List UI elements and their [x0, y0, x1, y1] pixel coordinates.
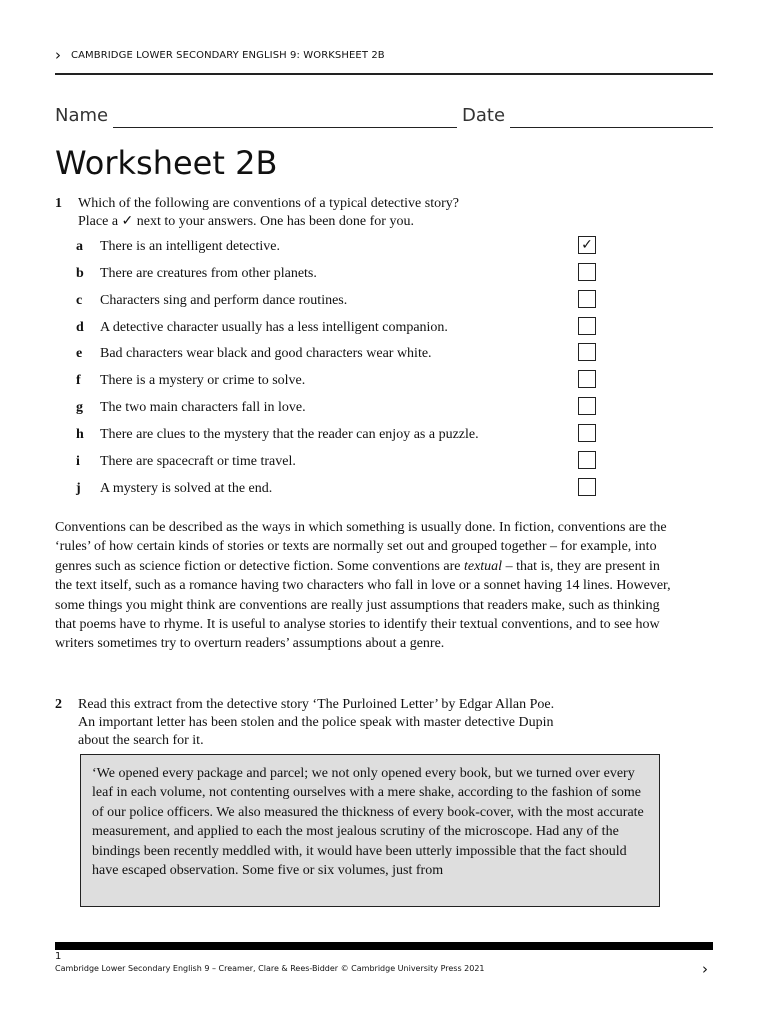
option-text: The two main characters fall in love.	[100, 400, 306, 415]
option-letter: c	[76, 293, 83, 308]
option-item	[76, 320, 636, 340]
page-number: 1	[55, 951, 62, 962]
option-letter: b	[76, 266, 84, 281]
question-1-line-1: Which of the following are conventions of a typical detective story?	[78, 196, 459, 211]
option-letter: j	[76, 481, 81, 496]
option-letter: a	[76, 239, 83, 254]
question-2-number: 2	[55, 697, 62, 712]
option-item	[76, 454, 636, 474]
question-2-line-1: Read this extract from the detective story ‘The Purloined Letter’ by Edgar Allan Poe.	[78, 697, 555, 712]
date-field[interactable]	[510, 127, 713, 128]
option-letter: g	[76, 400, 83, 415]
option-letter: f	[76, 373, 81, 388]
option-letter: d	[76, 320, 84, 335]
option-checkbox[interactable]	[578, 397, 596, 415]
option-item	[76, 481, 636, 501]
running-header	[55, 47, 713, 75]
option-checkbox[interactable]	[578, 290, 596, 308]
option-text: There are spacecraft or time travel.	[100, 454, 296, 469]
date-label: Date	[462, 105, 506, 126]
option-text: There are clues to the mystery that the reader can enjoy as a puzzle.	[100, 427, 479, 442]
option-letter: i	[76, 454, 80, 469]
option-letter: h	[76, 427, 84, 442]
option-checkbox[interactable]	[578, 451, 596, 469]
chevron-right-icon: ›	[55, 46, 61, 64]
option-checkbox[interactable]	[578, 424, 596, 442]
option-item	[76, 346, 636, 366]
question-1-prompt	[78, 195, 459, 231]
option-item	[76, 266, 636, 286]
option-text: A detective character usually has a less intelligent companion.	[100, 320, 448, 335]
footer-citation: Cambridge Lower Secondary English 9 – Creamer, Clare & Rees-Bidder © Cambridge University Press 2021	[55, 964, 485, 973]
header-text: CAMBRIDGE LOWER SECONDARY ENGLISH 9: WORKSHEET 2B	[71, 50, 385, 61]
question-1-number: 1	[55, 196, 62, 211]
option-checkbox[interactable]	[578, 263, 596, 281]
option-item	[76, 400, 636, 420]
option-letter: e	[76, 346, 83, 361]
paragraph-text-start: Conventions can be described as the ways in which something is usually done. In fiction, conventions are the ‘rules’ of how certain kinds of stories or texts are normally set out and grouped together – for example, into genres such as science fiction or detective fiction. Some conventions are	[55, 520, 667, 574]
option-checkbox[interactable]: ✓	[578, 236, 596, 254]
option-checkbox[interactable]	[578, 317, 596, 335]
option-text: Characters sing and perform dance routines.	[100, 293, 348, 308]
poe-extract-box: ‘We opened every package and parcel; we not only opened every book, but we turned over every leaf in each volume, not contenting ourselves with a mere shake, according to the fashion of some of our police officers. We also measured the thickness of every book-cover, with the most accurate measurement, and applied to each the most jealous scrutiny of the microscope. Had any of the bindings been recently meddled with, it would have been utterly impossible that the fact should have escaped observation. Some five or six volumes, just from	[80, 754, 660, 907]
option-text: Bad characters wear black and good characters wear white.	[100, 346, 432, 361]
option-item	[76, 427, 636, 447]
option-checkbox[interactable]	[578, 370, 596, 388]
option-item	[76, 293, 636, 313]
question-2-prompt	[78, 696, 554, 750]
name-date-row	[55, 103, 713, 129]
question-1-line-2: Place a ✓ next to your answers. One has been done for you.	[78, 214, 414, 229]
chevron-right-icon: ›	[702, 960, 708, 978]
option-item	[76, 373, 636, 393]
footer-rule	[55, 942, 713, 950]
option-text: A mystery is solved at the end.	[100, 481, 273, 496]
option-checkbox[interactable]	[578, 478, 596, 496]
paragraph-italic-term: textual	[463, 558, 503, 574]
option-item	[76, 239, 636, 259]
conventions-paragraph	[55, 518, 677, 654]
option-text: There is an intelligent detective.	[100, 239, 280, 254]
paragraph-text-end: – that is, they are present in the text itself, such as a romance having two characters who fall in love or a sonnet having 14 lines. However, some things you might think are conventions are really just assumptions that readers make, such as thinking that poems have to rhyme. It is useful to analyse stories to identify their textual conventions, and to see how writers sometimes try to overturn readers’ assumptions about a genre.	[55, 558, 671, 652]
name-field[interactable]	[113, 127, 457, 128]
option-checkbox[interactable]	[578, 343, 596, 361]
page-title: Worksheet 2B	[55, 144, 278, 182]
name-label: Name	[55, 105, 109, 126]
question-2-line-3: about the search for it.	[78, 733, 204, 748]
option-text: There are creatures from other planets.	[100, 266, 317, 281]
question-2-line-2: An important letter has been stolen and the police speak with master detective Dupin	[78, 715, 554, 730]
option-text: There is a mystery or crime to solve.	[100, 373, 306, 388]
